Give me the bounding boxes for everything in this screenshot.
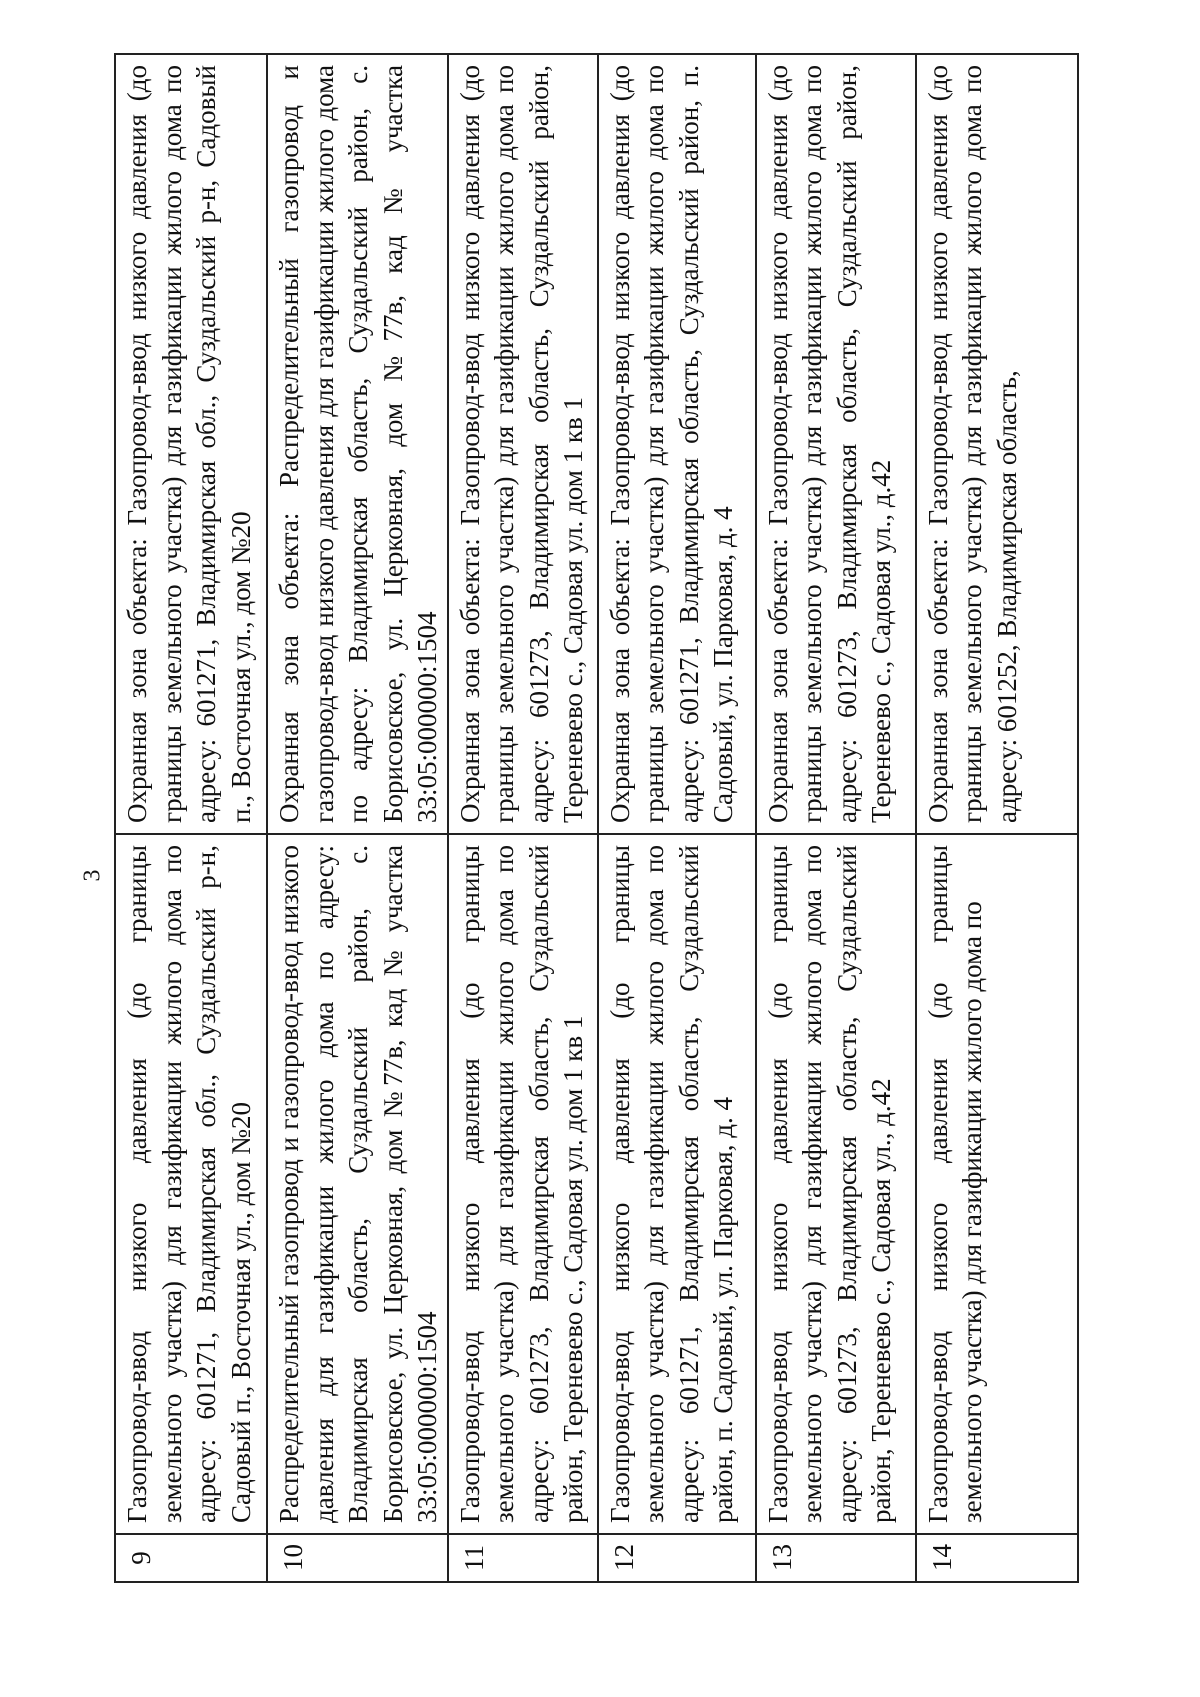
row-number: 9 — [115, 1534, 267, 1582]
protection-zone-cell: Охранная зона объекта: Газопровод-ввод низкого давления (до границы земельного участка) для газификации жилого дома по адресу: 601271, Владимирская обл., Суздальский р-н, Садовый п., Восточная ул., дом №20 — [115, 54, 267, 834]
object-name-cell: Газопровод-ввод низкого давления (до границы земельного участка) для газификации жилого дома по адресу: 601271, Владимирская обл., Суздальский р-н, Садовый п., Восточная ул., дом №20 — [115, 834, 267, 1534]
page-number: 3 — [79, 869, 106, 882]
gas-pipeline-table — [114, 53, 1079, 1583]
document-table-rotated — [114, 55, 1074, 1583]
row-number: 12 — [598, 1534, 756, 1582]
row-number: 14 — [916, 1534, 1078, 1582]
table-row — [267, 54, 448, 1582]
table-row — [916, 54, 1078, 1582]
object-name-cell: Газопровод-ввод низкого давления (до границы земельного участка) для газификации жилого дома по — [916, 834, 1078, 1534]
protection-zone-cell: Охранная зона объекта: Газопровод-ввод низкого давления (до границы земельного участка) для газификации жилого дома по адресу: 601252, Владимирская область, — [916, 54, 1078, 834]
object-name-cell: Распределительный газопровод и газопровод-ввод низкого давления для газификации жилого дома по адресу: Владимирская область, Суздальский район, с. Борисовское, ул. Церковная, дом №77в, кад № участка 33:05:000000:1504 — [267, 834, 448, 1534]
row-number: 11 — [448, 1534, 598, 1582]
protection-zone-cell: Охранная зона объекта: Газопровод-ввод низкого давления (до границы земельного участка) для газификации жилого дома по адресу: 601271, Владимирская область, Суздальский район, п. Садовый, ул. Парковая, д. 4 — [598, 54, 756, 834]
object-name-cell: Газопровод-ввод низкого давления (до границы земельного участка) для газификации жилого дома по адресу: 601271, Владимирская область, Суздальский район, п. Садовый, ул. Парковая, д. 4 — [598, 834, 756, 1534]
table-row — [115, 54, 267, 1582]
row-number: 10 — [267, 1534, 448, 1582]
object-name-cell: Газопровод-ввод низкого давления (до границы земельного участка) для газификации жилого дома по адресу: 601273, Владимирская область, Суздальский район, Тереневево с., Садовая ул. дом 1 кв 1 — [448, 834, 598, 1534]
row-number: 13 — [756, 1534, 916, 1582]
protection-zone-cell: Охранная зона объекта: Газопровод-ввод низкого давления (до границы земельного участка) для газификации жилого дома по адресу: 601273, Владимирская область, Суздальский район, Тереневево с., Садовая ул. дом 1 кв 1 — [448, 54, 598, 834]
object-name-cell: Газопровод-ввод низкого давления (до границы земельного участка) для газификации жилого дома по адресу: 601273, Владимирская область, Суздальский район, Тереневево с., Садовая ул., д.42 — [756, 834, 916, 1534]
table-row — [448, 54, 598, 1582]
protection-zone-cell: Охранная зона объекта: Газопровод-ввод низкого давления (до границы земельного участка) для газификации жилого дома по адресу: 601273, Владимирская область, Суздальский район, Тереневево с., Садовая ул., д.42 — [756, 54, 916, 834]
table-row — [756, 54, 916, 1582]
protection-zone-cell: Охранная зона объекта: Распределительный газопровод и газопровод-ввод низкого давления для газификации жилого дома по адресу: Владимирская область, Суздальский район, с. Борисовское, ул. Церковная, дом №77в, кад № участка 33:05:000000:1504 — [267, 54, 448, 834]
table-row — [598, 54, 756, 1582]
